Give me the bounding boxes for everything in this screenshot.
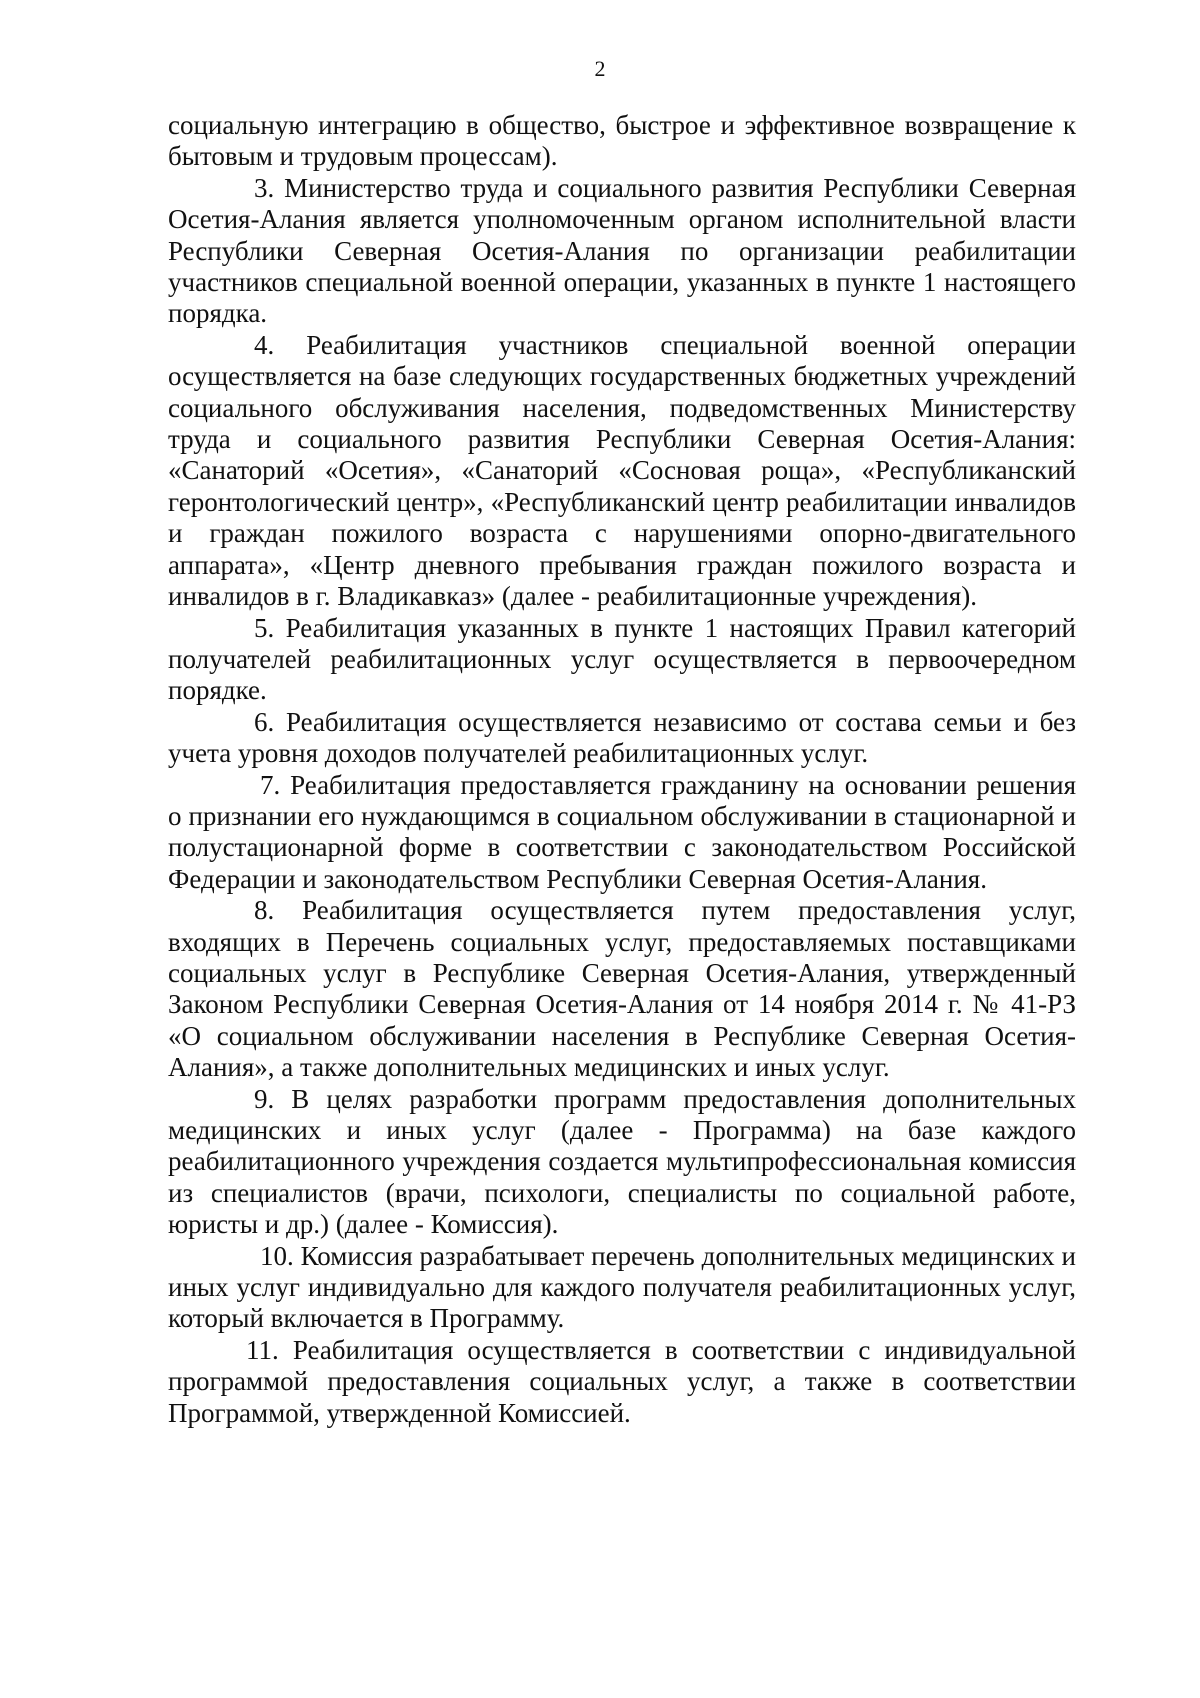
paragraph-7: 7. Реабилитация предоставляется гражданину на основании решения о признании его нуждающимся в социальном обслуживании в стационарной и полустационарной форме в соответствии с законодательством Российской Федерации и законодательством Республики Северная Осетия-Алания.: [168, 769, 1076, 894]
paragraph-5: 5. Реабилитация указанных в пункте 1 настоящих Правил категорий получателей реабилитационных услуг осуществляется в первоочередном порядке.: [168, 612, 1076, 706]
paragraph-9: 9. В целях разработки программ предоставления дополнительных медицинских и иных услуг (далее - Программа) на базе каждого реабилитационного учреждения создается мультипрофессиональная комиссия из специалистов (врачи, психологи, специалисты по социальной работе, юристы и др.) (далее - Комиссия).: [168, 1083, 1076, 1240]
paragraph-3: 3. Министерство труда и социального развития Республики Северная Осетия-Алания является уполномоченным органом исполнительной власти Республики Северная Осетия-Алания по организации реабилитации участников специальной военной операции, указанных в пункте 1 настоящего порядка.: [168, 172, 1076, 329]
paragraph-11: 11. Реабилитация осуществляется в соответствии с индивидуальной программой предоставления социальных услуг, а также в соответствии Программой, утвержденной Комиссией.: [168, 1334, 1076, 1428]
paragraph-6: 6. Реабилитация осуществляется независимо от состава семьи и без учета уровня доходов получателей реабилитационных услуг.: [168, 706, 1076, 769]
paragraph-continuation: социальную интеграцию в общество, быстрое и эффективное возвращение к бытовым и трудовым процессам).: [168, 110, 1076, 172]
paragraph-10: 10. Комиссия разрабатывает перечень дополнительных медицинских и иных услуг индивидуально для каждого получателя реабилитационных услуг, который включается в Программу.: [168, 1240, 1076, 1334]
paragraph-8: 8. Реабилитация осуществляется путем предоставления услуг, входящих в Перечень социальных услуг, предоставляемых поставщиками социальных услуг в Республике Северная Осетия-Алания, утвержденный Законом Республики Северная Осетия-Алания от 14 ноября 2014 г. № 41-РЗ «О социальном обслуживании населения в Республике Северная Осетия-Алания», а также дополнительных медицинских и иных услуг.: [168, 895, 1076, 1083]
paragraph-4: 4. Реабилитация участников специальной военной операции осуществляется на базе следующих государственных бюджетных учреждений социального обслуживания населения, подведомственных Министерству труда и социального развития Республики Северная Осетия-Алания: «Санаторий «Осетия», «Санаторий «Сосновая роща», «Республиканский геронтологический центр», «Республиканский центр реабилитации инвалидов и граждан пожилого возраста с нарушениями опорно-двигательного аппарата», «Центр дневного пребывания граждан пожилого возраста и инвалидов в г. Владикавказ» (далее - реабилитационные учреждения).: [168, 329, 1076, 612]
document-body: [168, 110, 1076, 1429]
page-number: 2: [594, 56, 606, 81]
